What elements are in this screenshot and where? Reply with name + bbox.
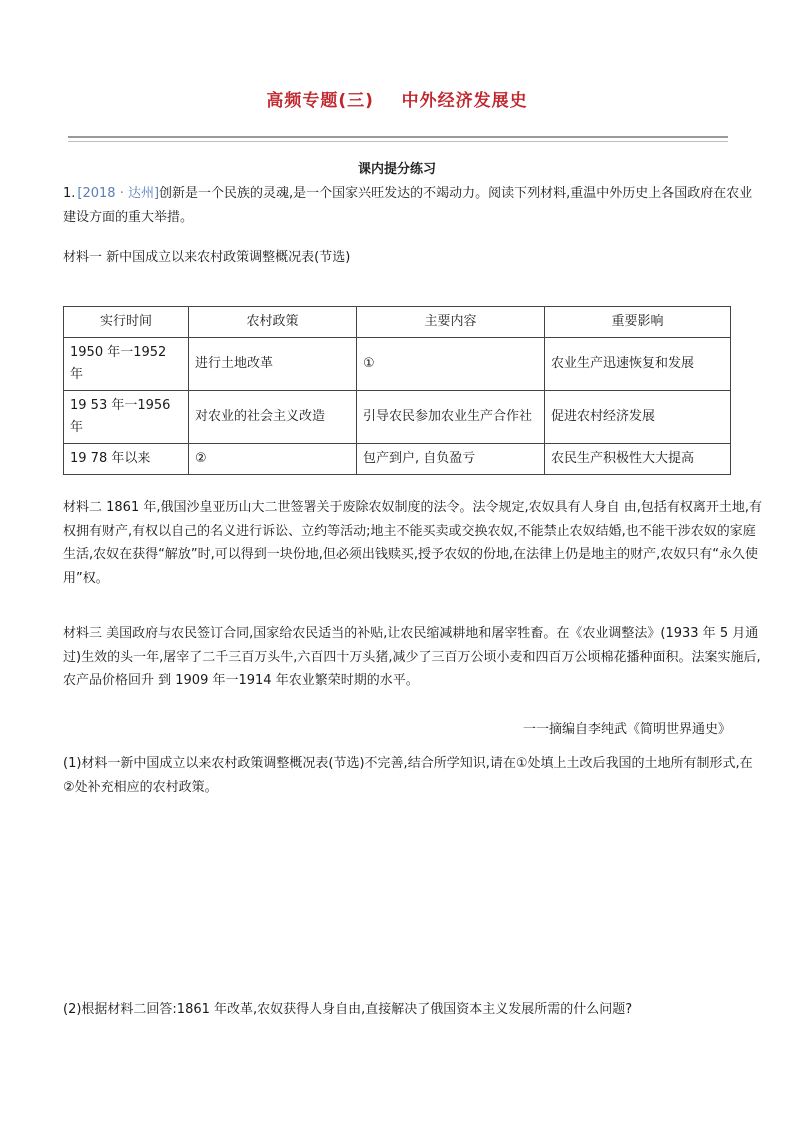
table-header: 农村政策 [189,307,357,338]
table-cell: 引导农民参加农业生产合作社 [357,391,545,444]
table-header: 重要影响 [545,307,731,338]
table-cell: 1950 年一1952 年 [64,338,189,391]
question-number: 1. [63,186,76,201]
table-cell: 包产到户, 自负盈亏 [357,444,545,475]
table-cell: 对农业的社会主义改造 [189,391,357,444]
table-header: 实行时间 [64,307,189,338]
material-2: 材料二 1861 年,俄国沙皇亚历山大二世签署关于废除农奴制度的法令。法令规定,农奴具有人身自 由,包括有权离开土地,有权拥有财产,有权以自己的名义进行诉讼、立约等活动;地主不能买卖或交换农奴,不能禁止农奴结婚,也不能干涉农奴的家庭生活,农奴在获得“解放”时,可以得到一块份地,但必须出钱赎买,授予农奴的份地,在法律上仍是地主的财产,农奴只有“永久使用”权。 [63,500,763,586]
material-3-source: 一一摘编自李纯武《简明世界通史》 [522,722,731,737]
sub-question-1: (1)材料一新中国成立以来农村政策调整概况表(节选)不完善,结合所学知识,请在①处填上土改后我国的土地所有制形式,在②处补充相应的农村政策。 [63,756,753,795]
question-1-text: 创新是一个民族的灵魂,是一个国家兴旺发达的不竭动力。阅读下列材料,重温中外历史上各国政府在农业建设方面的重大举措。 [63,186,753,225]
sub-question-2: (2)根据材料二回答:1861 年改革,农奴获得人身自由,直接解决了俄国资本主义发展所需的什么问题? [63,1002,633,1017]
material-1-caption: 材料一 新中国成立以来农村政策调整概况表(节选) [63,250,351,265]
table-header-row [64,307,731,338]
policy-table [63,306,731,475]
table-cell: 19 53 年一1956 年 [64,391,189,444]
table-cell: 农业生产迅速恢复和发展 [545,338,731,391]
table-cell: 19 78 年以来 [64,444,189,475]
source-tag: [2018 · 达州] [77,186,160,201]
table-cell: 农民生产积极性大大提高 [545,444,731,475]
title-divider-thin [68,141,728,142]
table-row [64,391,731,444]
table-row [64,444,731,475]
table-header: 主要内容 [357,307,545,338]
table-cell: 促进农村经济发展 [545,391,731,444]
table-cell: ① [357,338,545,391]
title-divider [68,136,728,138]
table-cell: ② [189,444,357,475]
table-row [64,338,731,391]
table-cell: 进行土地改革 [189,338,357,391]
question-1-stem [63,182,763,229]
page-title: 高频专题(三) 中外经济发展史 [266,91,528,111]
material-3: 材料三 美国政府与农民签订合同,国家给农民适当的补贴,让农民缩减耕地和屠宰牲畜。在《农业调整法》(1933 年 5 月通过)生效的头一年,屠宰了二千三百万头牛,六百四十万头猪,减少了三百万公顷小麦和四百万公顷棉花播种面积。法案实施后,农产品价格回升 到 1909 年一1914 年农业繁荣时期的水平。 [63,626,761,688]
section-title: 课内提分练习 [357,162,436,177]
